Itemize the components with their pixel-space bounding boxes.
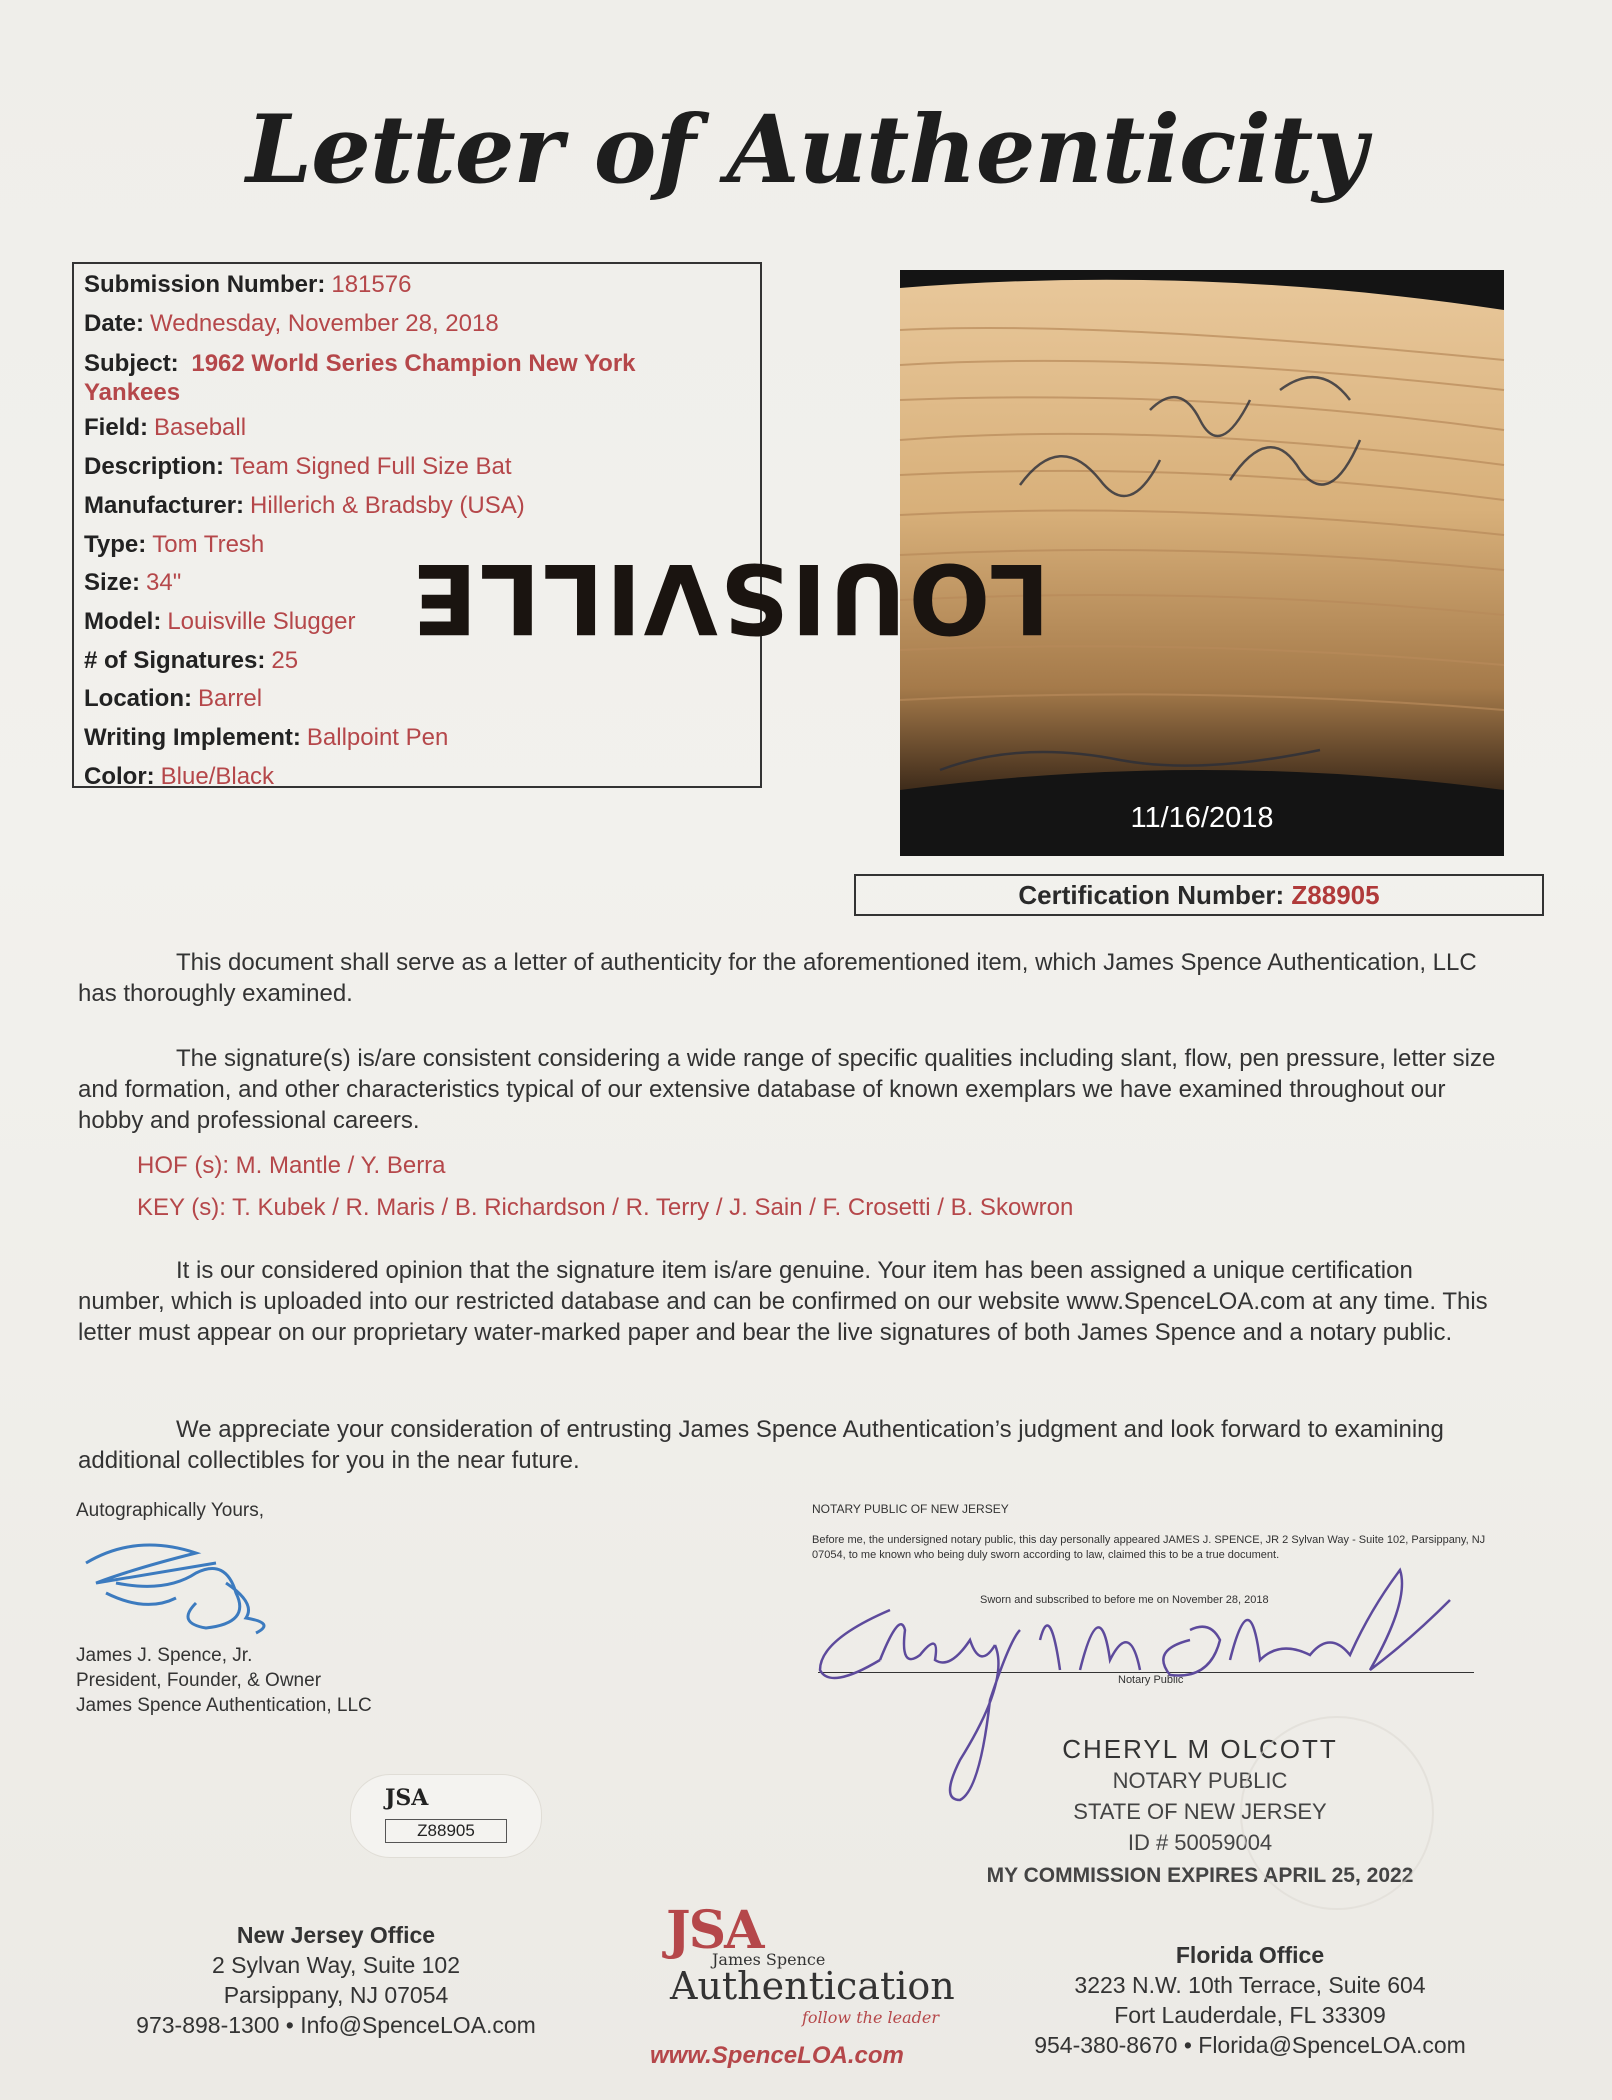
jsa-sticker [350,1774,542,1858]
field-row: Field: Baseball [84,414,247,442]
implement-row: Writing Implement: Ballpoint Pen [84,724,449,752]
nj-office-address: 2 Sylvan Way, Suite 102 [211,1952,460,1978]
fl-office-address: 3223 N.W. 10th Terrace, Suite 604 [1074,1972,1426,1998]
type-row: Type: Tom Tresh [84,530,265,558]
certification-box: Certification Number: Z88905 [854,874,1544,916]
fl-office-city: Fort Lauderdale, FL 33309 [1114,2002,1386,2028]
signer-role: President, Founder, & Owner [76,1670,322,1691]
location-row: Location: Barrel [84,685,263,713]
logo-word: Authentication [670,1964,955,2008]
notary-stamp-state: STATE OF NEW JERSEY [1073,1799,1327,1824]
fl-office-heading: Florida Office [1175,1942,1325,1968]
signer-name: James J. Spence, Jr. [76,1645,253,1666]
sticker-number: Z88905 [385,1819,507,1843]
description-row: Description: Team Signed Full Size Bat [84,453,512,481]
paragraph-opinion: It is our considered opinion that the signature item is/are genuine. Your item has been assigned a unique certification number, which is uploaded into our restricted database and can be confirmed on our website www.SpenceLOA.com at any time. This letter must appear on our proprietary water-marked paper and bear the live signatures of both James Spence and a notary public. [78,1257,1488,1346]
logo-mark: JSA [666,1900,763,1961]
certification-number: Z88905 [1291,880,1380,910]
manufacturer-row: Manufacturer: Hillerich & Bradsby (USA) [84,491,525,519]
notary-stamp-id: ID # 50059004 [1127,1830,1273,1855]
item-info-box [72,262,762,788]
fl-office-contact: 954-380-8670 • Florida@SpenceLOA.com [1034,2032,1466,2058]
notary-stamp-expires: MY COMMISSION EXPIRES APRIL 25, 2022 [986,1864,1414,1887]
jsa-logo [630,1900,960,2080]
notary-statement: Before me, the undersigned notary public, this day personally appeared JAMES J. SPENCE, JR 2 Sylvan Way - Suite 102, Parsippany, NJ 07054, to me known who being duly sworn according to law, claimed this to be a true document. [812,1534,1486,1561]
submission-row: Submission Number: 181576 [84,271,412,298]
fl-office [960,1940,1540,2060]
paragraph-intro: This document shall serve as a letter of authenticity for the aforementioned item, which James Spence Authentication, LLC has thoroughly examined. [78,949,1477,1007]
bat-brand-text: LOUISVILLE [409,542,1050,654]
nj-office-contact: 973-898-1300 • Info@SpenceLOA.com [136,2012,536,2038]
bat-photo [409,270,1504,856]
model-row: Model: Louisville Slugger [84,607,356,635]
notary-seal-embossing [1240,1716,1434,1910]
logo-tagline: follow the leader [802,2008,939,2027]
nj-office [96,1920,576,2040]
sticker-brand: JSA [385,1785,429,1811]
hof-list: HOF (s): M. Mantle / Y. Berra [137,1152,446,1179]
logo-sub: James Spence [712,1950,826,1969]
color-row: Color: Blue/Black [84,762,275,790]
notary-header: NOTARY PUBLIC OF NEW JERSEY [812,1502,1009,1516]
logo-url: www.SpenceLOA.com [650,2042,904,2069]
paragraph-appreciation: We appreciate your consideration of entrusting James Spence Authentication’s judgment and look forward to examining additional collectibles for you in the near future. [78,1416,1444,1474]
closing-text: Autographically Yours, [76,1500,265,1521]
key-list: KEY (s): T. Kubek / R. Maris / B. Richardson / R. Terry / J. Sain / F. Crosetti / B. Skowron [137,1194,1074,1221]
signatures-row: # of Signatures: 25 [84,646,299,674]
paragraph-consistency: The signature(s) is/are consistent considering a wide range of specific qualities including slant, flow, pen pressure, letter size and formation, and other characteristics typical of our extensive database of known exemplars we have examined throughout our hobby and professional careers. [78,1045,1496,1134]
notary-sworn: Sworn and subscribed to before me on November 28, 2018 [980,1594,1269,1606]
date-row: Date: Wednesday, November 28, 2018 [84,309,499,337]
notary-stamp-title: NOTARY PUBLIC [1112,1768,1288,1793]
photo-date: 11/16/2018 [1130,802,1274,834]
bat-barrel-image [409,270,1504,856]
page-title: Letter of Authenticity [246,95,1366,205]
subject-row: Subject: 1962 World Series Champion New York Yankees [84,350,636,407]
notary-stamp-name: CHERYL M OLCOTT [1062,1734,1338,1764]
nj-office-heading: New Jersey Office [236,1922,436,1948]
notary-line-label: Notary Public [1118,1674,1184,1686]
size-row: Size: 34" [84,569,182,597]
nj-office-city: Parsippany, NJ 07054 [223,1982,449,2008]
spence-signature [76,1523,296,1643]
signer-company: James Spence Authentication, LLC [76,1695,372,1716]
signer-block [76,1498,372,1718]
